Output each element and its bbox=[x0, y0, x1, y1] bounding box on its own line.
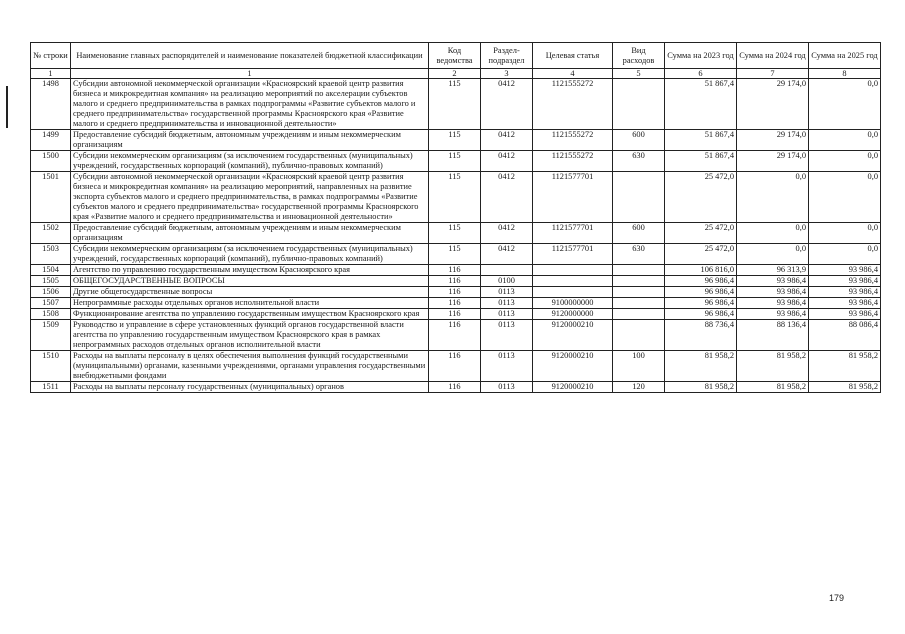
row-number: 1504 bbox=[31, 265, 71, 276]
row-sum-2024: 0,0 bbox=[737, 172, 809, 223]
table-row bbox=[31, 130, 881, 151]
row-sum-2023: 25 472,0 bbox=[665, 244, 737, 265]
row-code: 115 bbox=[429, 244, 481, 265]
row-code: 116 bbox=[429, 265, 481, 276]
column-number: 3 bbox=[481, 69, 533, 79]
row-target: 9100000000 bbox=[533, 298, 613, 309]
row-code: 116 bbox=[429, 287, 481, 298]
row-sum-2024: 0,0 bbox=[737, 244, 809, 265]
row-sum-2023: 96 986,4 bbox=[665, 298, 737, 309]
row-section: 0113 bbox=[481, 320, 533, 351]
header-section: Раздел-подраздел bbox=[481, 43, 533, 69]
row-target bbox=[533, 287, 613, 298]
table-row bbox=[31, 309, 881, 320]
row-number: 1510 bbox=[31, 351, 71, 382]
row-section bbox=[481, 265, 533, 276]
row-sum-2023: 81 958,2 bbox=[665, 351, 737, 382]
row-sum-2023: 96 986,4 bbox=[665, 287, 737, 298]
row-code: 115 bbox=[429, 130, 481, 151]
row-name: Субсидии некоммерческим организациям (за исключением государственных (муниципальных) учреждений, государственных корпораций (компаний), публично-правовых компаний) bbox=[71, 244, 429, 265]
table-row bbox=[31, 298, 881, 309]
row-name: Предоставление субсидий бюджетным, автономным учреждениям и иным некоммерческим организациям bbox=[71, 223, 429, 244]
row-number: 1511 bbox=[31, 382, 71, 393]
row-type bbox=[613, 320, 665, 351]
column-number: 2 bbox=[429, 69, 481, 79]
row-sum-2025: 88 086,4 bbox=[809, 320, 881, 351]
row-sum-2025: 93 986,4 bbox=[809, 298, 881, 309]
row-name: Субсидии некоммерческим организациям (за исключением государственных (муниципальных) учреждений, государственных корпораций (компаний), публично-правовых компаний) bbox=[71, 151, 429, 172]
row-code: 116 bbox=[429, 320, 481, 351]
row-sum-2025: 0,0 bbox=[809, 151, 881, 172]
row-target: 1121577701 bbox=[533, 244, 613, 265]
row-sum-2024: 29 174,0 bbox=[737, 79, 809, 130]
table-row bbox=[31, 382, 881, 393]
row-sum-2025: 93 986,4 bbox=[809, 287, 881, 298]
row-code: 115 bbox=[429, 151, 481, 172]
row-sum-2025: 81 958,2 bbox=[809, 382, 881, 393]
row-name: Другие общегосударственные вопросы bbox=[71, 287, 429, 298]
header-type: Вид расходов bbox=[613, 43, 665, 69]
row-sum-2025: 81 958,2 bbox=[809, 351, 881, 382]
row-type bbox=[613, 276, 665, 287]
header-sum-2025: Сумма на 2025 год bbox=[809, 43, 881, 69]
row-number: 1509 bbox=[31, 320, 71, 351]
table-row bbox=[31, 172, 881, 223]
row-number: 1498 bbox=[31, 79, 71, 130]
budget-table bbox=[30, 42, 881, 393]
row-type bbox=[613, 79, 665, 130]
column-number: 5 bbox=[613, 69, 665, 79]
row-section: 0100 bbox=[481, 276, 533, 287]
row-sum-2023: 51 867,4 bbox=[665, 79, 737, 130]
row-target: 9120000210 bbox=[533, 351, 613, 382]
row-sum-2024: 29 174,0 bbox=[737, 151, 809, 172]
row-type bbox=[613, 287, 665, 298]
header-sum-2023: Сумма на 2023 год bbox=[665, 43, 737, 69]
row-number: 1503 bbox=[31, 244, 71, 265]
row-type bbox=[613, 309, 665, 320]
row-code: 115 bbox=[429, 79, 481, 130]
row-type bbox=[613, 265, 665, 276]
row-number: 1500 bbox=[31, 151, 71, 172]
row-number: 1508 bbox=[31, 309, 71, 320]
row-section: 0412 bbox=[481, 79, 533, 130]
row-name: ОБЩЕГОСУДАРСТВЕННЫЕ ВОПРОСЫ bbox=[71, 276, 429, 287]
row-type: 100 bbox=[613, 351, 665, 382]
column-number: 1 bbox=[31, 69, 71, 79]
table-row bbox=[31, 287, 881, 298]
row-number: 1506 bbox=[31, 287, 71, 298]
row-sum-2023: 51 867,4 bbox=[665, 130, 737, 151]
row-section: 0113 bbox=[481, 351, 533, 382]
row-sum-2025: 0,0 bbox=[809, 172, 881, 223]
row-sum-2024: 81 958,2 bbox=[737, 382, 809, 393]
row-sum-2025: 0,0 bbox=[809, 130, 881, 151]
row-sum-2024: 93 986,4 bbox=[737, 276, 809, 287]
row-section: 0412 bbox=[481, 223, 533, 244]
header-name: Наименование главных распорядителей и наименование показателей бюджетной классификации bbox=[71, 43, 429, 69]
row-section: 0113 bbox=[481, 287, 533, 298]
row-sum-2024: 93 986,4 bbox=[737, 298, 809, 309]
row-target: 1121577701 bbox=[533, 223, 613, 244]
row-target: 1121577701 bbox=[533, 172, 613, 223]
margin-mark bbox=[6, 86, 8, 128]
page-number: 179 bbox=[829, 593, 845, 603]
table-row bbox=[31, 244, 881, 265]
row-sum-2025: 93 986,4 bbox=[809, 265, 881, 276]
table-row bbox=[31, 223, 881, 244]
row-number: 1507 bbox=[31, 298, 71, 309]
row-code: 116 bbox=[429, 309, 481, 320]
row-number: 1499 bbox=[31, 130, 71, 151]
row-target: 9120000210 bbox=[533, 320, 613, 351]
row-sum-2023: 25 472,0 bbox=[665, 172, 737, 223]
row-name: Расходы на выплаты персоналу государственных (муниципальных) органов bbox=[71, 382, 429, 393]
row-type: 600 bbox=[613, 223, 665, 244]
row-section: 0412 bbox=[481, 172, 533, 223]
table-row bbox=[31, 351, 881, 382]
column-number: 1 bbox=[71, 69, 429, 79]
row-sum-2024: 88 136,4 bbox=[737, 320, 809, 351]
row-target: 9120000000 bbox=[533, 309, 613, 320]
row-code: 116 bbox=[429, 298, 481, 309]
row-target: 9120000210 bbox=[533, 382, 613, 393]
table-row bbox=[31, 79, 881, 130]
header-row bbox=[31, 43, 881, 69]
row-sum-2023: 106 816,0 bbox=[665, 265, 737, 276]
column-number: 6 bbox=[665, 69, 737, 79]
row-name: Расходы на выплаты персоналу в целях обеспечения выполнения функций государственными (муниципальными) органами, казенными учреждениями, органами управления государственными внебюджетными фондами bbox=[71, 351, 429, 382]
row-sum-2023: 25 472,0 bbox=[665, 223, 737, 244]
row-number: 1502 bbox=[31, 223, 71, 244]
row-name: Субсидии автономной некоммерческой организации «Красноярский краевой центр развития бизнеса и микрокредитная компания» на реализацию мероприятий по акселерации субъектов малого и среднего предпринимательства в рамках подпрограммы «Развитие субъектов малого и среднего предпринимательства» государственной программы Красноярского края «Развитие малого и среднего предпринимательства и инновационной деятельности» bbox=[71, 79, 429, 130]
row-target: 1121555272 bbox=[533, 130, 613, 151]
row-code: 115 bbox=[429, 172, 481, 223]
row-name: Предоставление субсидий бюджетным, автономным учреждениям и иным некоммерческим организациям bbox=[71, 130, 429, 151]
column-number: 8 bbox=[809, 69, 881, 79]
row-section: 0113 bbox=[481, 382, 533, 393]
table-row bbox=[31, 151, 881, 172]
row-sum-2023: 81 958,2 bbox=[665, 382, 737, 393]
row-sum-2024: 93 986,4 bbox=[737, 309, 809, 320]
row-sum-2024: 81 958,2 bbox=[737, 351, 809, 382]
row-type bbox=[613, 298, 665, 309]
row-name: Агентство по управлению государственным имуществом Красноярского края bbox=[71, 265, 429, 276]
row-sum-2024: 93 986,4 bbox=[737, 287, 809, 298]
row-target: 1121555272 bbox=[533, 151, 613, 172]
header-target: Целевая статья bbox=[533, 43, 613, 69]
header-no: № строки bbox=[31, 43, 71, 69]
column-number: 7 bbox=[737, 69, 809, 79]
row-sum-2025: 0,0 bbox=[809, 223, 881, 244]
column-number: 4 bbox=[533, 69, 613, 79]
row-code: 116 bbox=[429, 382, 481, 393]
row-target bbox=[533, 265, 613, 276]
header-sum-2024: Сумма на 2024 год bbox=[737, 43, 809, 69]
row-section: 0113 bbox=[481, 309, 533, 320]
row-sum-2025: 0,0 bbox=[809, 79, 881, 130]
row-type: 630 bbox=[613, 244, 665, 265]
row-type bbox=[613, 172, 665, 223]
row-number: 1501 bbox=[31, 172, 71, 223]
row-code: 115 bbox=[429, 223, 481, 244]
column-number-row bbox=[31, 69, 881, 79]
row-sum-2023: 96 986,4 bbox=[665, 309, 737, 320]
row-sum-2023: 88 736,4 bbox=[665, 320, 737, 351]
row-sum-2025: 93 986,4 bbox=[809, 309, 881, 320]
row-target bbox=[533, 276, 613, 287]
row-sum-2024: 96 313,9 bbox=[737, 265, 809, 276]
row-name: Функционирование агентства по управлению государственным имуществом Красноярского края bbox=[71, 309, 429, 320]
row-sum-2024: 29 174,0 bbox=[737, 130, 809, 151]
row-name: Руководство и управление в сфере установленных функций органов государственной власти агентства по управлению государственным имуществом Красноярского края в рамках непрограммных расходов отдельных органов исполнительной власти bbox=[71, 320, 429, 351]
row-target: 1121555272 bbox=[533, 79, 613, 130]
table-row bbox=[31, 320, 881, 351]
row-sum-2023: 96 986,4 bbox=[665, 276, 737, 287]
row-type: 630 bbox=[613, 151, 665, 172]
row-section: 0113 bbox=[481, 298, 533, 309]
row-sum-2025: 93 986,4 bbox=[809, 276, 881, 287]
row-section: 0412 bbox=[481, 244, 533, 265]
row-code: 116 bbox=[429, 276, 481, 287]
row-sum-2023: 51 867,4 bbox=[665, 151, 737, 172]
row-number: 1505 bbox=[31, 276, 71, 287]
row-code: 116 bbox=[429, 351, 481, 382]
table-row bbox=[31, 276, 881, 287]
row-sum-2025: 0,0 bbox=[809, 244, 881, 265]
row-name: Непрограммные расходы отдельных органов исполнительной власти bbox=[71, 298, 429, 309]
row-section: 0412 bbox=[481, 151, 533, 172]
row-type: 600 bbox=[613, 130, 665, 151]
header-code: Код ведомства bbox=[429, 43, 481, 69]
row-name: Субсидии автономной некоммерческой организации «Красноярский краевой центр развития бизнеса и микрокредитная компания» на реализацию мероприятий, направленных на развитие экспорта субъектов малого и среднего предпринимательства, в рамках подпрограммы «Развитие субъектов малого и среднего предпринимательства» государственной программы Красноярского края «Развитие малого и среднего предпринимательства и инновационной деятельности» bbox=[71, 172, 429, 223]
row-type: 120 bbox=[613, 382, 665, 393]
row-section: 0412 bbox=[481, 130, 533, 151]
row-sum-2024: 0,0 bbox=[737, 223, 809, 244]
table-row bbox=[31, 265, 881, 276]
